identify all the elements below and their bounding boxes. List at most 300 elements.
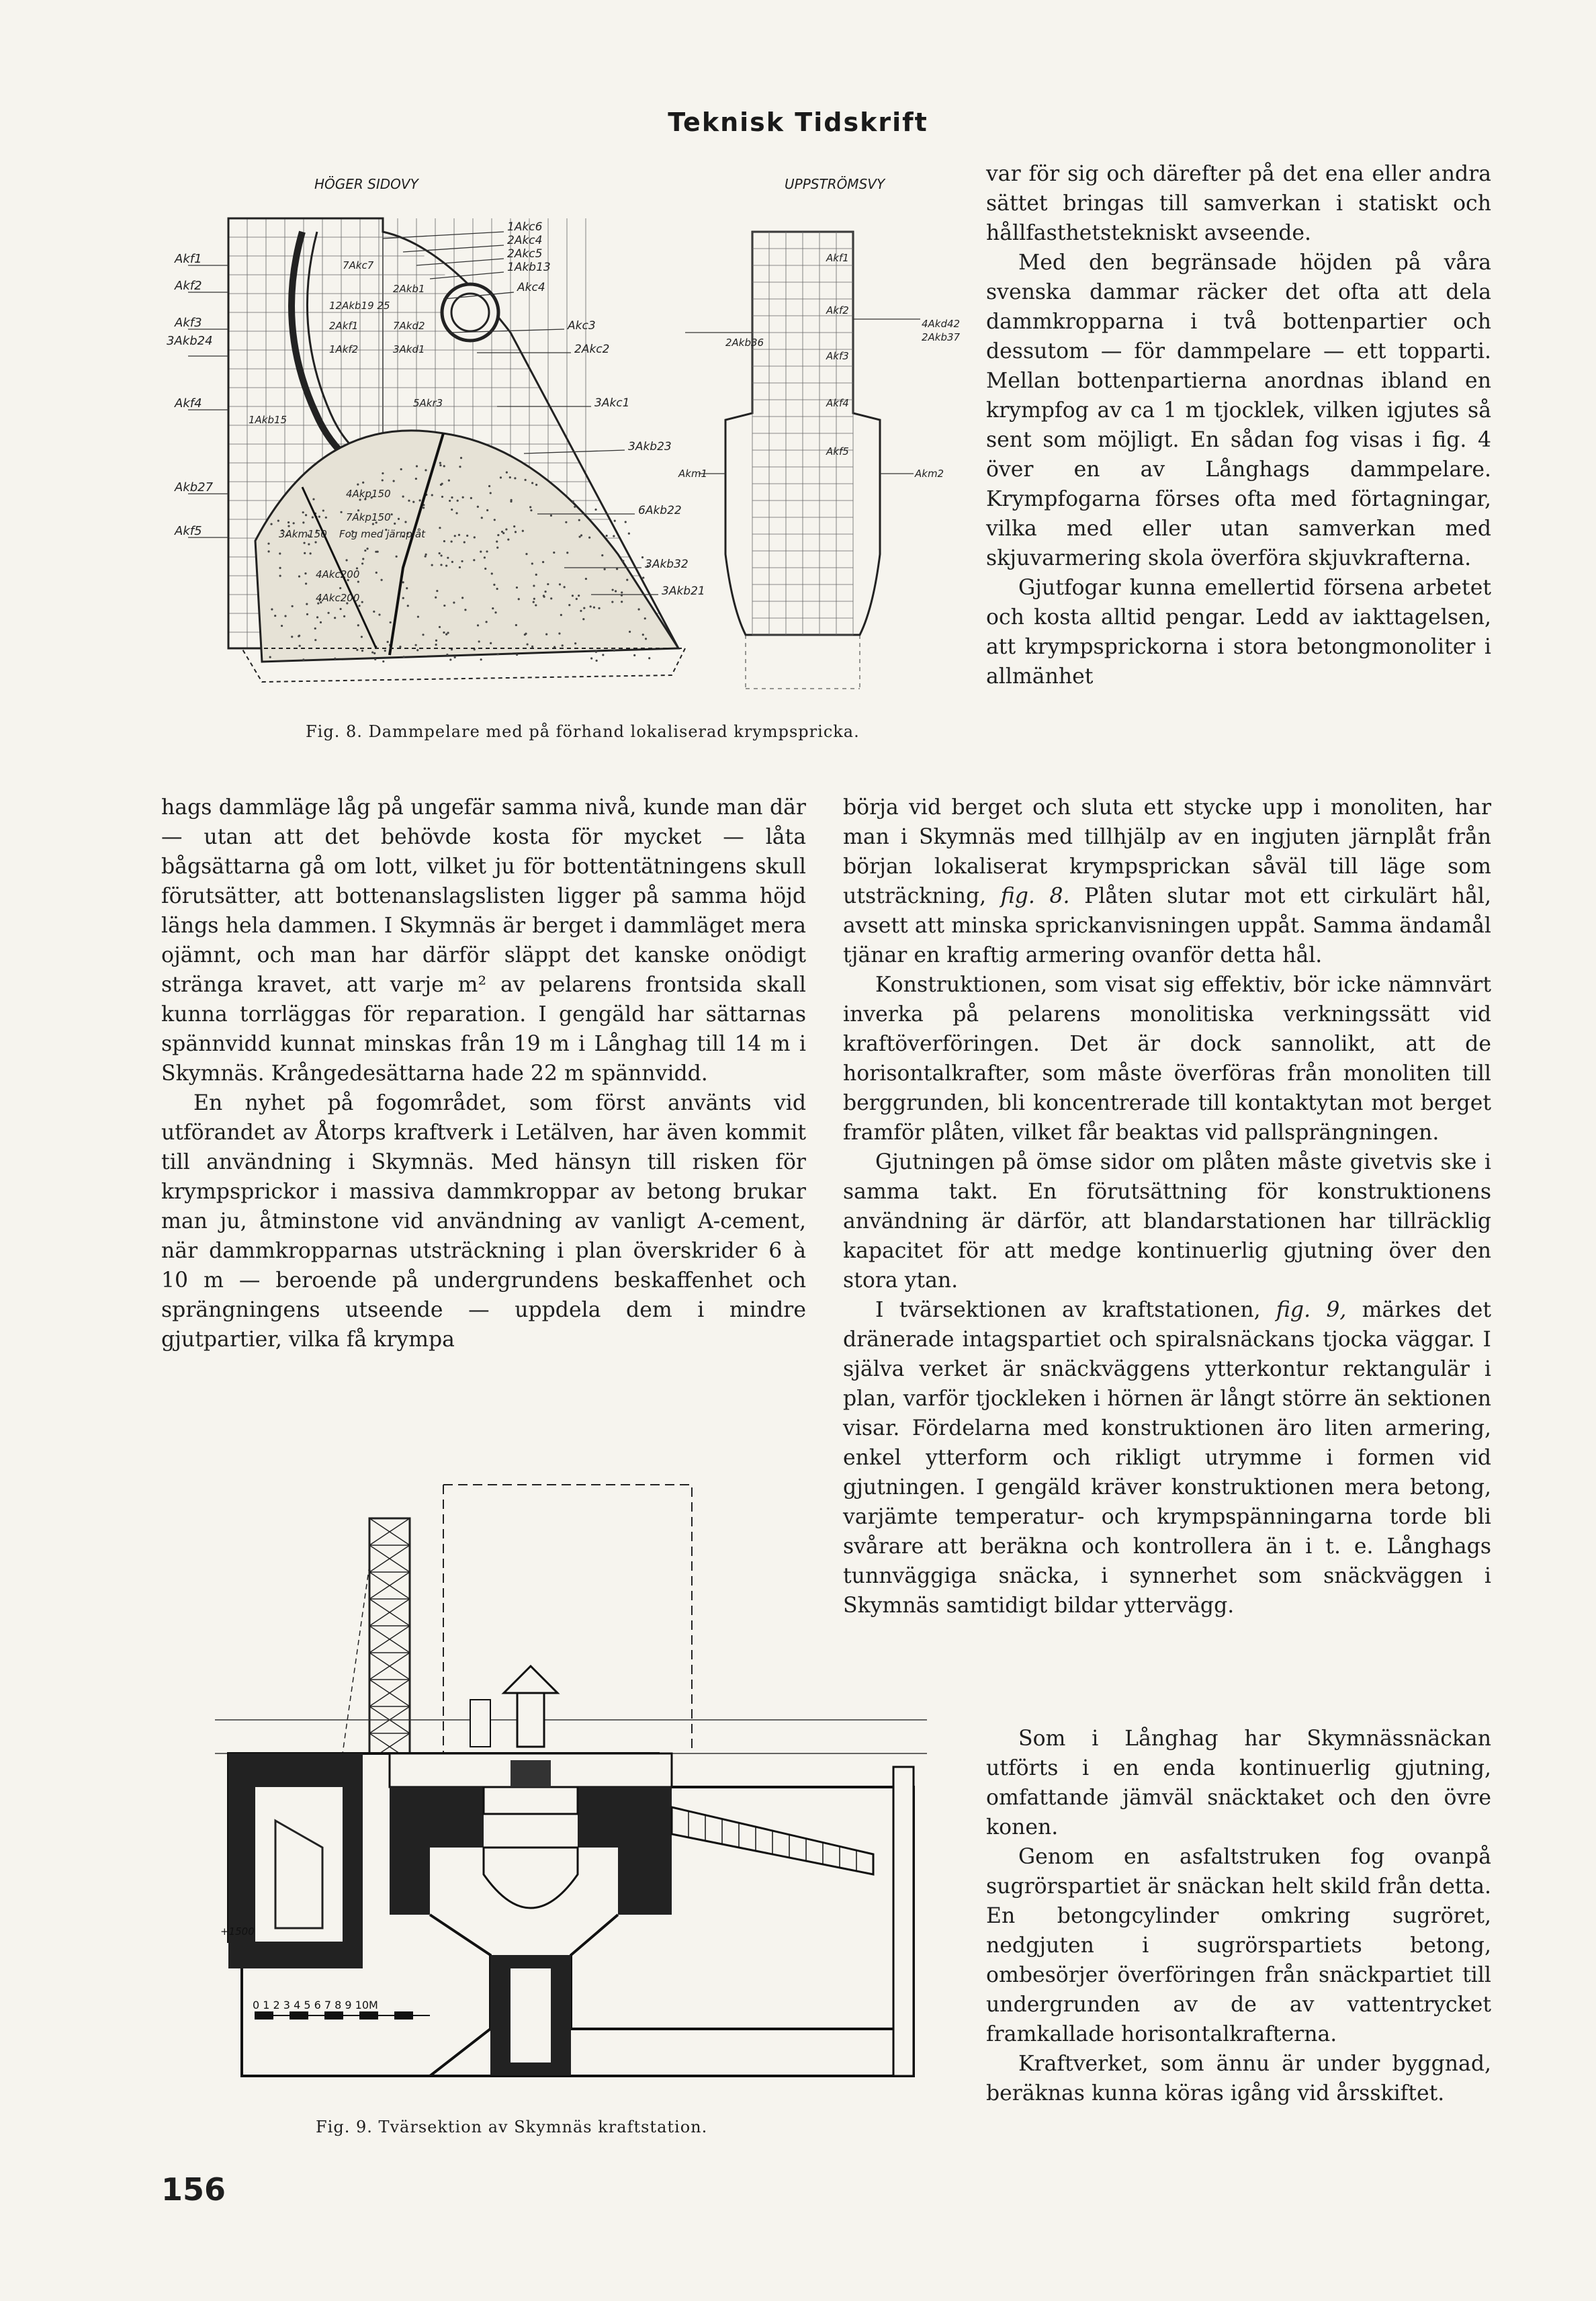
aggregate-dot bbox=[425, 556, 427, 558]
aggregate-dot bbox=[578, 519, 580, 521]
aggregate-dot bbox=[362, 482, 364, 484]
aggregate-dot bbox=[325, 517, 327, 519]
aggregate-dot bbox=[373, 611, 375, 613]
aggregate-dot bbox=[357, 580, 359, 582]
aggregate-dot bbox=[435, 644, 437, 646]
aggregate-dot bbox=[310, 552, 312, 554]
aggregate-dot bbox=[443, 632, 445, 634]
aggregate-dot bbox=[486, 550, 488, 552]
aggregate-dot bbox=[550, 597, 552, 599]
aggregate-dot bbox=[466, 535, 468, 537]
aggregate-dot bbox=[445, 634, 447, 636]
aggregate-dot bbox=[488, 485, 490, 487]
aggregate-dot bbox=[406, 587, 408, 589]
aggregate-dot bbox=[449, 658, 451, 660]
aggregate-dot bbox=[270, 523, 272, 525]
figure-reference: fig. 8. bbox=[1000, 884, 1070, 908]
aggregate-dot bbox=[443, 465, 445, 467]
aggregate-dot bbox=[626, 579, 628, 581]
aggregate-dot bbox=[477, 624, 479, 626]
aggregate-dot bbox=[373, 652, 375, 654]
paragraph: Gjutningen på ömse sidor om plåten måste givetvis ske i samma takt. En förutsättning för konstruktionens användning är därför, att blandarstationen har tillräcklig kapacitet för att medge kontinuerlig gjutning över den stora ytan. bbox=[843, 1150, 1491, 1293]
aggregate-dot bbox=[461, 560, 463, 562]
aggregate-dot bbox=[531, 562, 533, 564]
aggregate-dot bbox=[449, 500, 451, 502]
aggregate-dot bbox=[572, 595, 574, 597]
aggregate-dot bbox=[535, 604, 537, 606]
aggregate-dot bbox=[492, 607, 494, 609]
aggregate-dot bbox=[339, 587, 341, 589]
aggregate-dot bbox=[616, 568, 618, 570]
aggregate-dot bbox=[585, 578, 587, 580]
aggregate-dot bbox=[431, 494, 433, 496]
aggregate-dot bbox=[402, 581, 404, 583]
aggregate-dot bbox=[491, 572, 493, 574]
figure8-caption: Fig. 8. Dammpelare med på förhand lokaliserad krympspricka. bbox=[306, 722, 860, 741]
aggregate-dot bbox=[453, 601, 455, 603]
aggregate-dot bbox=[516, 587, 518, 589]
aggregate-dot bbox=[443, 540, 445, 542]
aggregate-dot bbox=[435, 640, 437, 642]
aggregate-dot bbox=[566, 552, 568, 554]
aggregate-dot bbox=[400, 468, 402, 470]
aggregate-dot bbox=[402, 496, 404, 498]
inner-label-7: 5Akr3 bbox=[413, 397, 443, 409]
label-1akb13: 1Akb13 bbox=[507, 261, 551, 274]
aggregate-dot bbox=[358, 605, 360, 607]
label-3akb32: 3Akb32 bbox=[645, 558, 689, 571]
aggregate-dot bbox=[622, 560, 624, 562]
aggregate-dot bbox=[304, 552, 306, 554]
aggregate-dot bbox=[562, 644, 564, 646]
aggregate-dot bbox=[558, 632, 560, 634]
up-label-7: 2Akb37 bbox=[922, 331, 961, 343]
aggregate-dot bbox=[633, 654, 635, 656]
aggregate-dot bbox=[440, 564, 442, 566]
aggregate-dot bbox=[641, 556, 644, 558]
inner-label-5: 7Akd2 bbox=[393, 320, 425, 332]
aggregate-dot bbox=[417, 615, 419, 617]
aggregate-dot bbox=[382, 472, 384, 474]
label-akc3: Akc3 bbox=[568, 319, 596, 333]
aggregate-dot bbox=[648, 657, 650, 659]
aggregate-dot bbox=[318, 516, 320, 518]
aggregate-dot bbox=[298, 635, 300, 637]
aggregate-dot bbox=[361, 601, 363, 603]
aggregate-dot bbox=[533, 598, 535, 600]
aggregate-dot bbox=[402, 597, 404, 599]
aggregate-dot bbox=[459, 466, 461, 468]
label-3akb21: 3Akb21 bbox=[662, 584, 705, 598]
aggregate-dot bbox=[356, 649, 358, 651]
aggregate-dot bbox=[594, 509, 596, 511]
up-label-9: Akm2 bbox=[915, 468, 944, 480]
aggregate-dot bbox=[343, 615, 345, 617]
aggregate-dot bbox=[473, 559, 475, 561]
aggregate-dot bbox=[378, 613, 380, 615]
paragraph: Kraftverket, som ännu är under byggnad, beräknas kunna köras igång vid årsskiftet. bbox=[986, 2052, 1491, 2105]
aggregate-dot bbox=[274, 615, 276, 617]
aggregate-dot bbox=[497, 534, 499, 536]
aggregate-dot bbox=[525, 553, 527, 555]
aggregate-dot bbox=[459, 566, 461, 568]
aggregate-dot bbox=[440, 484, 442, 486]
left-column bbox=[161, 793, 806, 1354]
inner-label-11: Fog med järnplåt bbox=[339, 528, 426, 540]
aggregate-dot bbox=[578, 595, 580, 597]
aggregate-dot bbox=[305, 514, 307, 516]
aggregate-dot bbox=[598, 607, 600, 609]
aggregate-dot bbox=[590, 657, 592, 659]
aggregate-dot bbox=[529, 506, 531, 508]
aggregate-dot bbox=[524, 634, 526, 636]
aggregate-dot bbox=[637, 608, 639, 610]
aggregate-dot bbox=[277, 520, 279, 522]
aggregate-dot bbox=[302, 521, 304, 523]
aggregate-dot bbox=[306, 613, 308, 615]
aggregate-dot bbox=[340, 608, 342, 610]
aggregate-dot bbox=[267, 550, 269, 552]
aggregate-dot bbox=[582, 618, 584, 620]
aggregate-dot bbox=[490, 492, 492, 494]
aggregate-dot bbox=[560, 614, 562, 616]
aggregate-dot bbox=[480, 658, 482, 660]
aggregate-dot bbox=[314, 541, 316, 544]
paragraph: En nyhet på fogområdet, som först använts vid utförandet av Åtorps kraftverk i Letälven, har även kommit till användning i Skymnäs. Med hänsyn till risken för krympsprickor i massiva dammkroppar av betong brukar man ju, åtminstone vid användning av vanligt A-cement, när dammkropparnas utsträckning i plan överskrider 6 à 10 m — beroende på undergrundens beskaffenhet och sprängningens utseende — uppdela dem i mindre gjutpartier, vilka få krympa bbox=[161, 1091, 806, 1352]
figure9-elevation: +1500 bbox=[220, 1925, 255, 1938]
paragraph bbox=[843, 793, 1491, 970]
aggregate-dot bbox=[299, 645, 301, 647]
aggregate-dot bbox=[454, 535, 456, 537]
aggregate-dot bbox=[271, 608, 273, 610]
aggregate-dot bbox=[403, 656, 405, 658]
aggregate-dot bbox=[382, 660, 384, 662]
aggregate-dot bbox=[322, 509, 324, 511]
aggregate-dot bbox=[314, 639, 316, 641]
label-akb27: Akb27 bbox=[175, 480, 214, 494]
up-label-2: Akf3 bbox=[826, 350, 849, 362]
inner-label-10: 7Akp150 bbox=[346, 511, 391, 523]
aggregate-dot bbox=[415, 644, 417, 646]
paragraph: Genom en asfaltstruken fog ovanpå sugrörspartiet är snäckan helt skild från detta. En betongcylinder omkring sugröret, nedgjuten i sugrörspartiets betong, ombesörjer överföringen från snäckpartiet till undergrunden av de av vattentrycket framkallade horisontalkrafterna. bbox=[986, 1845, 1491, 2046]
inner-label-3: 2Akf1 bbox=[329, 320, 359, 332]
aggregate-dot bbox=[416, 649, 418, 651]
aggregate-dot bbox=[316, 616, 318, 618]
aggregate-dot bbox=[415, 478, 417, 480]
aggregate-dot bbox=[506, 472, 508, 474]
label-3akb24: 3Akb24 bbox=[167, 334, 213, 348]
aggregate-dot bbox=[382, 479, 384, 481]
aggregate-dot bbox=[494, 611, 496, 613]
text-run: märkes det dränerade intagspartiet och spiralsnäckans tjocka väggar. I själva verket är snäckväggens ytterkontur rektangulär i plan, varför tjockleken i hörnen är långt större än sektionen visar. Fördelarna med konstruktionen äro liten armering, enkel ytterform och rikligt utrymme i formen vid gjutningen. I gengäld kräver konstruktionen mera betong, varjämte temperatur- och krympspänningarna torde bli svårare att beräkna och kontrollera än i t. e. Långhags tunnväggiga snäcka, i synnerhet som snäckväggen i Skymnäs samtidigt bildar yttervägg. bbox=[843, 1298, 1492, 1618]
aggregate-dot bbox=[642, 576, 644, 578]
aggregate-dot bbox=[267, 543, 269, 545]
aggregate-dot bbox=[576, 598, 578, 600]
label-akf2: Akf2 bbox=[175, 279, 202, 293]
figure8-drawing bbox=[161, 191, 1021, 709]
aggregate-dot bbox=[439, 626, 441, 628]
aggregate-dot bbox=[590, 605, 592, 607]
aggregate-dot bbox=[436, 590, 438, 592]
aggregate-dot bbox=[439, 462, 441, 464]
right-column-bottom bbox=[986, 1724, 1491, 2108]
aggregate-dot bbox=[407, 605, 409, 607]
aggregate-dot bbox=[439, 464, 441, 466]
aggregate-dot bbox=[496, 541, 498, 543]
paragraph: hags dammläge låg på ungefär samma nivå, kunde man där — utan att det behövde kosta för mycket — låta bågsättarna gå om lott, vilket ju för bottentätningens skull förutsätter, att bottenanslagslisten ligger på samma höjd längs hela dammen. I Skymnäs är berget i dammläget mera ojämnt, och man har därför släppt det kanske onödigt stränga kravet, att varje m² av pelarens frontsida skall kunna torrläggas för reparation. I gengäld har sättarnas spännvidd kunnat minskas från 19 m i Långhag till 14 m i Skymnäs. Krångedesättarna hade 22 m spännvidd. bbox=[161, 795, 806, 1086]
aggregate-dot bbox=[451, 496, 453, 498]
up-label-1: Akf2 bbox=[826, 304, 849, 316]
aggregate-dot bbox=[393, 480, 395, 482]
aggregate-dot bbox=[312, 516, 314, 518]
aggregate-dot bbox=[394, 523, 396, 525]
aggregate-dot bbox=[306, 603, 308, 605]
aggregate-dot bbox=[451, 540, 453, 542]
aggregate-dot bbox=[486, 509, 488, 511]
aggregate-dot bbox=[543, 595, 545, 597]
label-2akc5: 2Akc5 bbox=[507, 247, 543, 261]
aggregate-dot bbox=[564, 586, 566, 588]
aggregate-dot bbox=[447, 632, 449, 634]
aggregate-dot bbox=[533, 601, 535, 603]
aggregate-dot bbox=[284, 615, 286, 617]
aggregate-dot bbox=[425, 469, 427, 471]
aggregate-dot bbox=[588, 536, 590, 538]
figure-reference: fig. 9, bbox=[1276, 1298, 1347, 1322]
right-column-top bbox=[986, 159, 1491, 691]
aggregate-dot bbox=[455, 512, 457, 514]
aggregate-dot bbox=[628, 533, 630, 535]
aggregate-dot bbox=[621, 591, 623, 593]
aggregate-dot bbox=[291, 636, 293, 638]
aggregate-dot bbox=[340, 511, 342, 513]
inner-label-13: 4Akc200 bbox=[316, 568, 360, 580]
aggregate-dot bbox=[547, 583, 549, 585]
aggregate-dot bbox=[574, 506, 576, 508]
aggregate-dot bbox=[448, 480, 450, 482]
aggregate-dot bbox=[516, 654, 518, 656]
aggregate-dot bbox=[513, 525, 515, 527]
aggregate-dot bbox=[334, 658, 336, 660]
label-2akc2: 2Akc2 bbox=[574, 343, 610, 356]
aggregate-dot bbox=[412, 501, 414, 503]
aggregate-dot bbox=[287, 525, 290, 527]
aggregate-dot bbox=[527, 643, 529, 645]
text-run: börja vid berget och sluta ett stycke upp i monoliten, har man i Skymnäs med tillhjälp av en ingjuten järnplåt från början lokaliserat krympsprickan såväl till läge som utsträckning, bbox=[843, 795, 1491, 908]
aggregate-dot bbox=[559, 583, 561, 585]
aggregate-dot bbox=[292, 605, 294, 607]
inner-label-9: 4Akp150 bbox=[346, 488, 391, 500]
aggregate-dot bbox=[490, 642, 492, 644]
label-akf1: Akf1 bbox=[175, 252, 202, 266]
aggregate-dot bbox=[505, 528, 507, 530]
aggregate-dot bbox=[572, 501, 574, 503]
label-akf3: Akf3 bbox=[175, 316, 202, 330]
aggregate-dot bbox=[435, 597, 437, 599]
aggregate-dot bbox=[595, 651, 597, 653]
figure9-scale-label: 0 1 2 3 4 5 6 7 8 9 10M bbox=[253, 1999, 378, 2011]
aggregate-dot bbox=[312, 498, 314, 500]
aggregate-dot bbox=[515, 531, 517, 533]
aggregate-dot bbox=[583, 607, 585, 609]
aggregate-dot bbox=[357, 484, 359, 486]
aggregate-dot bbox=[447, 557, 449, 559]
journal-title: Teknisk Tidskrift bbox=[668, 107, 928, 137]
aggregate-dot bbox=[446, 654, 448, 656]
aggregate-dot bbox=[364, 550, 366, 552]
aggregate-dot bbox=[613, 650, 615, 652]
aggregate-dot bbox=[645, 638, 647, 640]
aggregate-dot bbox=[431, 564, 433, 566]
aggregate-dot bbox=[614, 520, 616, 522]
aggregate-dot bbox=[531, 646, 533, 648]
aggregate-dot bbox=[460, 457, 462, 459]
inner-label-0: 7Akc7 bbox=[343, 259, 374, 271]
aggregate-dot bbox=[550, 515, 552, 517]
aggregate-dot bbox=[334, 617, 336, 619]
aggregate-dot bbox=[458, 534, 460, 536]
aggregate-dot bbox=[568, 604, 570, 606]
aggregate-dot bbox=[497, 653, 499, 655]
aggregate-dot bbox=[269, 656, 271, 658]
aggregate-dot bbox=[509, 476, 511, 478]
aggregate-dot bbox=[470, 497, 472, 499]
aggregate-dot bbox=[515, 624, 517, 626]
aggregate-dot bbox=[391, 513, 393, 515]
aggregate-dot bbox=[371, 651, 373, 653]
aggregate-dot bbox=[281, 625, 283, 627]
aggregate-dot bbox=[357, 624, 359, 626]
aggregate-dot bbox=[462, 496, 464, 498]
aggregate-dot bbox=[612, 589, 614, 591]
inner-label-6: 3Akd1 bbox=[393, 343, 425, 355]
aggregate-dot bbox=[484, 568, 486, 570]
up-label-5: 2Akb36 bbox=[725, 337, 764, 349]
aggregate-dot bbox=[602, 654, 604, 656]
aggregate-dot bbox=[443, 605, 445, 607]
aggregate-dot bbox=[580, 610, 582, 612]
figure9-drawing bbox=[188, 1471, 961, 2116]
aggregate-dot bbox=[493, 584, 495, 586]
aggregate-dot bbox=[500, 476, 502, 478]
aggregate-dot bbox=[481, 517, 483, 519]
aggregate-dot bbox=[375, 572, 378, 574]
figure9-caption: Fig. 9. Tvärsektion av Skymnäs kraftstation. bbox=[316, 2118, 708, 2136]
paragraph: var för sig och därefter på det ena eller andra sättet bringas till samverkan i statiskt och hållfasthetstekniskt avseende. bbox=[986, 162, 1491, 245]
aggregate-dot bbox=[494, 519, 496, 521]
aggregate-dot bbox=[302, 511, 304, 513]
aggregate-dot bbox=[593, 606, 595, 608]
aggregate-dot bbox=[361, 650, 363, 652]
aggregate-dot bbox=[440, 554, 442, 556]
paragraph: Som i Långhag har Skymnässnäckan utförts i en enda kontinuerlig gjutning, omfattande jämväl snäcktaket och den övre konen. bbox=[986, 1727, 1491, 1839]
aggregate-dot bbox=[522, 530, 524, 532]
aggregate-dot bbox=[461, 597, 463, 599]
aggregate-dot bbox=[642, 634, 644, 636]
aggregate-dot bbox=[478, 640, 480, 642]
aggregate-dot bbox=[361, 562, 363, 564]
paragraph: Med den begränsade höjden på våra svenska dammar räcker det ofta att dela dammkropparna i två bottenpartier och dessutom — för dammpelare — ett topparti. Mellan bottenpartierna anordnas ibland en krympfog av ca 1 m tjocklek, vilken igjutes så sent som möjligt. En sådan fog visas i fig. 4 över en av Långhags dammpelare. Krympfogarna förses ofta med förtagningar, vilka med eller utan samverkan med skjuvarmering skola överföra skjuvkrafterna. bbox=[986, 251, 1491, 570]
label-akf4: Akf4 bbox=[175, 396, 202, 410]
up-label-0: Akf1 bbox=[826, 252, 849, 264]
aggregate-dot bbox=[463, 541, 466, 543]
aggregate-dot bbox=[451, 509, 453, 511]
aggregate-dot bbox=[423, 507, 425, 509]
label-2akc4: 2Akc4 bbox=[507, 234, 543, 247]
label-akc4: Akc4 bbox=[517, 281, 545, 294]
aggregate-dot bbox=[604, 568, 606, 570]
aggregate-dot bbox=[518, 598, 520, 600]
inner-label-4: 1Akf2 bbox=[329, 343, 359, 355]
aggregate-dot bbox=[439, 552, 441, 554]
inner-label-14: 4Akc200 bbox=[316, 592, 360, 604]
inner-label-12: 3Akm150 bbox=[279, 528, 327, 540]
aggregate-dot bbox=[629, 631, 631, 633]
aggregate-dot bbox=[396, 556, 398, 558]
aggregate-dot bbox=[287, 521, 290, 523]
text-run: I tvärsektionen av kraftstationen, bbox=[875, 1298, 1261, 1322]
aggregate-dot bbox=[596, 660, 598, 662]
paragraph: Gjutfogar kunna emellertid försena arbetet och kosta alltid pengar. Ledd av iakttagelsen, att krympsprickorna i stora betongmonoliter i allmänhet bbox=[986, 576, 1491, 689]
aggregate-dot bbox=[535, 574, 537, 576]
aggregate-dot bbox=[565, 521, 567, 523]
aggregate-dot bbox=[544, 591, 546, 593]
aggregate-dot bbox=[535, 484, 537, 486]
figure8-label-right: UPPSTRÖMSVY bbox=[785, 176, 885, 192]
aggregate-dot bbox=[445, 564, 447, 566]
text-run: Plåten slutar mot ett cirkulärt hål, avsett att minska sprickanvisningen uppåt. Samma ändamål tjänar en kraftig armering ovanför detta hål. bbox=[843, 884, 1491, 967]
aggregate-dot bbox=[345, 559, 347, 561]
aggregate-dot bbox=[327, 612, 329, 614]
inner-label-8: 1Akb15 bbox=[249, 414, 287, 426]
aggregate-dot bbox=[419, 499, 421, 501]
aggregate-dot bbox=[302, 658, 304, 660]
page-number: 156 bbox=[161, 2171, 226, 2208]
aggregate-dot bbox=[390, 621, 392, 623]
label-1akc6: 1Akc6 bbox=[507, 220, 543, 234]
label-3akb23: 3Akb23 bbox=[628, 440, 672, 453]
aggregate-dot bbox=[474, 536, 476, 538]
aggregate-dot bbox=[542, 561, 544, 563]
aggregate-dot bbox=[380, 579, 382, 581]
aggregate-dot bbox=[486, 621, 488, 623]
aggregate-dot bbox=[320, 621, 322, 623]
aggregate-dot bbox=[615, 590, 617, 592]
aggregate-dot bbox=[601, 554, 603, 556]
aggregate-dot bbox=[404, 521, 406, 523]
aggregate-dot bbox=[514, 477, 516, 479]
aggregate-dot bbox=[621, 601, 623, 603]
aggregate-dot bbox=[451, 561, 453, 563]
paragraph: Konstruktionen, som visat sig effektiv, bör icke nämnvärt inverka på pelarens monolitiska verkningssätt vid kraftöverföringen. Det är dock sannolikt, att de horisontalkrafter, som måste överföras från monoliten till berggrunden, bli koncentrerade till kontaktytan mot berget framför plåten, vilket får beaktas vid pallsprängningen. bbox=[843, 973, 1491, 1145]
aggregate-dot bbox=[308, 544, 310, 546]
aggregate-dot bbox=[510, 501, 512, 503]
aggregate-dot bbox=[496, 588, 498, 590]
aggregate-dot bbox=[279, 567, 281, 569]
inner-label-1: 2Akb1 bbox=[393, 283, 425, 295]
aggregate-dot bbox=[425, 554, 427, 556]
aggregate-dot bbox=[484, 556, 486, 558]
inner-label-2: 12Akb19 25 bbox=[329, 300, 390, 312]
label-akf5: Akf5 bbox=[175, 524, 202, 538]
aggregate-dot bbox=[439, 527, 441, 529]
aggregate-dot bbox=[305, 582, 307, 584]
aggregate-dot bbox=[477, 506, 479, 508]
up-label-4: Akf5 bbox=[826, 445, 849, 458]
aggregate-dot bbox=[375, 551, 377, 553]
aggregate-dot bbox=[314, 627, 316, 629]
aggregate-dot bbox=[279, 575, 281, 577]
